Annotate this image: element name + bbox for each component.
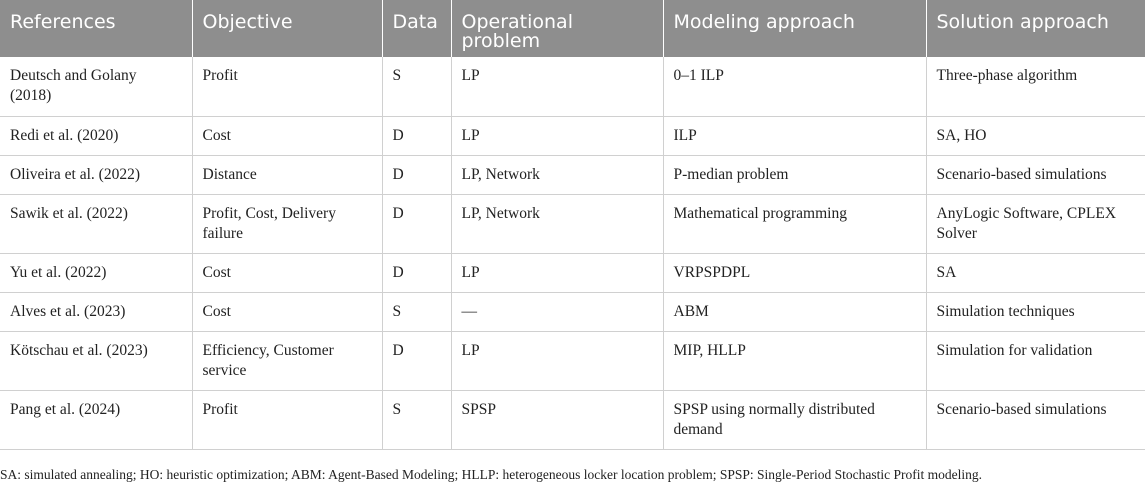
cell-objective: Profit: [192, 390, 382, 449]
cell-modeling-approach: VRPSPDPL: [663, 253, 926, 292]
cell-solution-approach: SA: [926, 253, 1145, 292]
cell-reference: Sawik et al. (2022): [0, 194, 192, 253]
table-row: [0, 116, 1145, 155]
cell-objective: Cost: [192, 116, 382, 155]
header-data: Data: [382, 0, 451, 57]
table-row: [0, 390, 1145, 449]
cell-modeling-approach: SPSP using normally distributed demand: [663, 390, 926, 449]
cell-objective: Distance: [192, 155, 382, 194]
cell-objective: Profit: [192, 57, 382, 116]
header-references: References: [0, 0, 192, 57]
cell-data: D: [382, 194, 451, 253]
cell-reference: Oliveira et al. (2022): [0, 155, 192, 194]
header-objective: Objective: [192, 0, 382, 57]
cell-modeling-approach: ILP: [663, 116, 926, 155]
cell-objective: Efficiency, Customer service: [192, 331, 382, 390]
cell-data: D: [382, 253, 451, 292]
cell-solution-approach: Simulation for validation: [926, 331, 1145, 390]
table-row: [0, 155, 1145, 194]
cell-operational-problem: LP: [451, 116, 663, 155]
cell-solution-approach: Simulation techniques: [926, 292, 1145, 331]
cell-reference: Pang et al. (2024): [0, 390, 192, 449]
table-row: [0, 194, 1145, 253]
cell-reference: Yu et al. (2022): [0, 253, 192, 292]
cell-operational-problem: LP: [451, 253, 663, 292]
cell-modeling-approach: ABM: [663, 292, 926, 331]
header-solution-approach: Solution approach: [926, 0, 1145, 57]
cell-objective: Profit, Cost, Delivery failure: [192, 194, 382, 253]
cell-reference: Redi et al. (2020): [0, 116, 192, 155]
table-row: [0, 292, 1145, 331]
cell-reference: Deutsch and Golany (2018): [0, 57, 192, 116]
cell-data: D: [382, 155, 451, 194]
table-row: [0, 57, 1145, 116]
cell-operational-problem: —: [451, 292, 663, 331]
cell-reference: Kötschau et al. (2023): [0, 331, 192, 390]
cell-solution-approach: Scenario-based simulations: [926, 390, 1145, 449]
cell-reference: Alves et al. (2023): [0, 292, 192, 331]
cell-data: S: [382, 390, 451, 449]
cell-operational-problem: LP: [451, 331, 663, 390]
cell-modeling-approach: P-median problem: [663, 155, 926, 194]
cell-modeling-approach: 0–1 ILP: [663, 57, 926, 116]
cell-solution-approach: Scenario-based simulations: [926, 155, 1145, 194]
cell-modeling-approach: MIP, HLLP: [663, 331, 926, 390]
table-footnote: SA: simulated annealing; HO: heuristic optimization; ABM: Agent-Based Modeling; HLLP: heterogeneous locker location problem; SPSP: Single-Period Stochastic Profit modeling.: [0, 467, 983, 482]
cell-operational-problem: LP, Network: [451, 194, 663, 253]
cell-data: S: [382, 57, 451, 116]
header-operational-problem: Operational problem: [451, 0, 663, 57]
cell-objective: Cost: [192, 292, 382, 331]
table-row: [0, 331, 1145, 390]
cell-operational-problem: SPSP: [451, 390, 663, 449]
header-row: [0, 0, 1145, 57]
cell-data: D: [382, 116, 451, 155]
cell-solution-approach: SA, HO: [926, 116, 1145, 155]
cell-objective: Cost: [192, 253, 382, 292]
cell-operational-problem: LP: [451, 57, 663, 116]
cell-data: D: [382, 331, 451, 390]
header-modeling-approach: Modeling approach: [663, 0, 926, 57]
cell-solution-approach: AnyLogic Software, CPLEX Solver: [926, 194, 1145, 253]
table-row: [0, 253, 1145, 292]
cell-modeling-approach: Mathematical programming: [663, 194, 926, 253]
cell-operational-problem: LP, Network: [451, 155, 663, 194]
cell-solution-approach: Three-phase algorithm: [926, 57, 1145, 116]
cell-data: S: [382, 292, 451, 331]
